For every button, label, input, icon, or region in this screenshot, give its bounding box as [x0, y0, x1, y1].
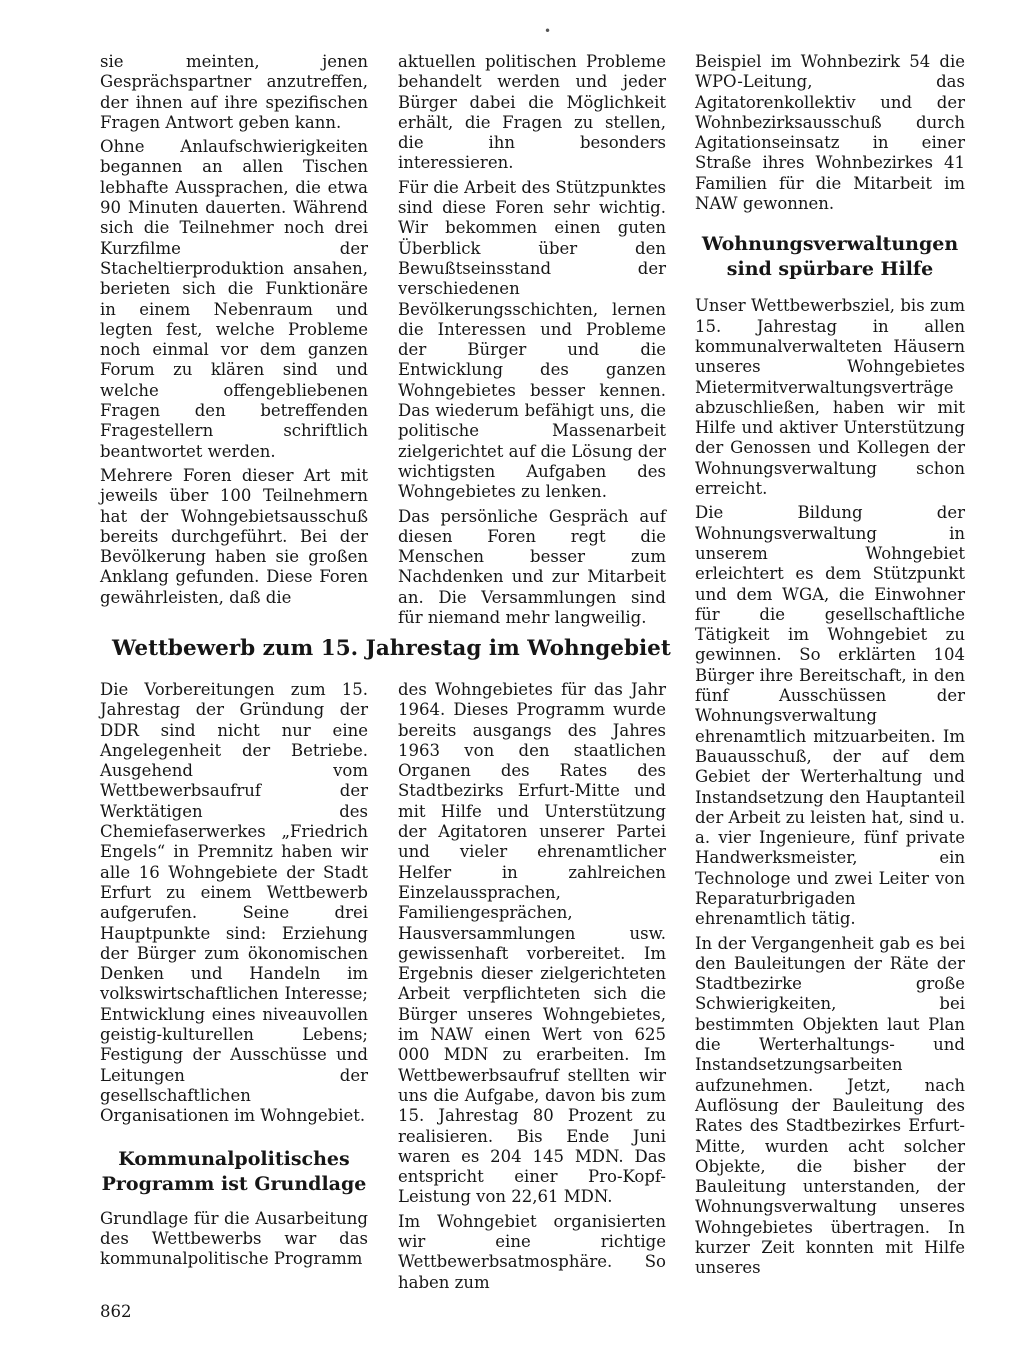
paragraph: Mehrere Foren dieser Art mit jeweils über 100 Teilnehmern hat der Wohngebietsausschuß bereits durchgeführt. Bei der Bevölkerung haben sie großen Anklang gefunden. Diese Foren gewährleisten, daß die	[100, 465, 368, 607]
upper-left-column	[100, 52, 368, 608]
upper-middle-column	[398, 52, 666, 628]
paragraph: aktuellen politischen Probleme behandelt werden und jeder Bürger dabei die Möglichkeit erhält, die Fragen zu stellen, die ihn besonders interessieren.	[398, 52, 666, 173]
paragraph: des Wohngebietes für das Jahr 1964. Dieses Programm wurde bereits ausgangs des Jahres 1963 von den staatlichen Organen des Rates des Stadtbezirks Erfurt-Mitte und mit Hilfe und Unterstützung der Agitatoren unserer Partei und vieler ehrenamtlicher Helfer in zahlreichen Einzelaussprachen, Familiengesprächen, Hausversammlungen usw. gewissenhaft vorbereitet. Im Ergebnis dieser zielgerichteten Arbeit verpflichteten sich die Bürger unseres Wohngebietes, im NAW einen Wert von 625 000 MDN zu erarbeiten. Im Wettbewerbsaufruf stellten wir uns die Aufgabe, davon bis zum 15. Jahrestag 80 Prozent zu realisieren. Bis Ende Juni waren es 204 145 MDN. Das entspricht einer Pro-Kopf-Leistung von 22,61 MDN.	[398, 680, 666, 1207]
paragraph: Die Vorbereitungen zum 15. Jahrestag der Gründung der DDR sind nicht nur eine Angelegenheit der Betriebe. Ausgehend vom Wettbewerbsaufruf der Werktätigen des Chemiefaserwerkes „Friedrich Engels“ in Premnitz haben wir alle 16 Wohngebiete der Stadt Erfurt zu einem Wettbewerb aufgerufen. Seine drei Hauptpunkte sind: Erziehung der Bürger zum ökonomischen Denken und Handeln im volkswirtschaftlichen Interesse; Entwicklung eines niveauvollen geistig-kulturellen Lebens; Festigung der Ausschüsse und Leitungen der gesellschaftlichen Organisationen im Wohngebiet.	[100, 680, 368, 1126]
paragraph: Die Bildung der Wohnungsverwaltung in unserem Wohngebiet erleichtert es dem Stützpunkt und dem WGA, die Einwohner für die gesellschaftliche Tätigkeit im Wohngebiet zu gewinnen. So erklärten 104 Bürger ihre Bereitschaft, in den fünf Ausschüssen der Wohnungsverwaltung ehrenamtlich mitzuarbeiten. Im Bauausschuß, der auf dem Gebiet der Werterhaltung und Instandsetzung den Hauptanteil der Arbeit zu leisten hat, sind u. a. vier Ingenieure, fünf private Handwerksmeister, ein Technologe und zwei Leiter von Reparaturbrigaden ehrenamtlich tätig.	[695, 503, 965, 929]
paragraph: Beispiel im Wohnbezirk 54 die WPO-Leitung, das Agitatorenkollektiv und der Wohnbezirksausschuß durch Agitationseinsatz in einer Straße ihres Wohnbezirkes 41 Familien für die Mitarbeit im NAW gewonnen.	[695, 52, 965, 214]
page-top-mark: •	[544, 24, 552, 38]
paragraph: Für die Arbeit des Stützpunktes sind diese Foren sehr wichtig. Wir bekommen einen guten Überblick über den Bewußtseinsstand der verschiedenen Bevölkerungsschichten, lernen die Interessen und Probleme der Bürger und die Entwicklung des ganzen Wohngebietes besser kennen. Das wiederum befähigt uns, die politische Massenarbeit zielgerichtet auf die Lösung der wichtigsten Aufgaben des Wohngebietes zu lenken.	[398, 177, 666, 502]
lower-middle-column	[398, 680, 666, 1293]
paragraph: Das persönliche Gespräch auf diesen Foren regt die Menschen besser zum Nachdenken und zur Mitarbeit an. Die Versammlungen sind für niemand mehr langweilig.	[398, 506, 666, 628]
right-column	[695, 52, 965, 1279]
page-number: 862	[100, 1302, 132, 1321]
paragraph: Unser Wettbewerbsziel, bis zum 15. Jahrestag in allen kommunalverwalteten Häusern unseres Wohngebietes Mietermitverwaltungsverträge abzuschließen, haben wir mit Hilfe und aktiver Unterstützung der Genossen und Kollegen der Wohnungsverwaltung schon erreicht.	[695, 296, 965, 499]
paragraph: Grundlage für die Ausarbeitung des Wettbewerbs war das kommunalpolitische Programm	[100, 1208, 368, 1269]
subheading-wohnungsverwaltungen: Wohnungsverwaltungen sind spürbare Hilfe	[701, 233, 959, 281]
paragraph: In der Vergangenheit gab es bei den Bauleitungen der Räte der Stadtbezirke große Schwierigkeiten, bei bestimmten Objekten laut Plan die Werterhaltungs- und Instandsetzungsarbeiten aufzunehmen. Jetzt, nach Auflösung der Bauleitung des Rates des Stadtbezirkes Erfurt-Mitte, wurden acht solcher Objekte, die bisher der Bauleitung unterstanden, der Wohnungsverwaltung unseres Wohngebietes übertragen. In kurzer Zeit konnten mit Hilfe unseres	[695, 933, 965, 1278]
paragraph: sie meinten, jenen Gesprächspartner anzutreffen, der ihnen auf ihre spezifischen Fragen Antwort geben kann.	[100, 52, 368, 132]
lower-left-column	[100, 680, 368, 1269]
paragraph: Ohne Anlaufschwierigkeiten begannen an allen Tischen lebhafte Aussprachen, die etwa 90 Minuten dauerten. Während sich die Teilnehmer noch drei Kurzfilme der Stacheltierproduktion ansahen, berieten sich die Funktionäre in einem Nebenraum und legten fest, welche Probleme noch einmal vor dem ganzen Forum zu klären sind und welche offengebliebenen Fragen den betreffenden Fragestellern schriftlich beantwortet werden.	[100, 137, 368, 461]
subheading-kommunalpolitisches: Kommunalpolitisches Programm ist Grundlage	[101, 1147, 367, 1195]
paragraph: Im Wohngebiet organisierten wir eine richtige Wettbewerbsatmosphäre. So haben zum	[398, 1211, 666, 1292]
section-heading: Wettbewerb zum 15. Jahrestag im Wohngebiet	[112, 636, 671, 661]
